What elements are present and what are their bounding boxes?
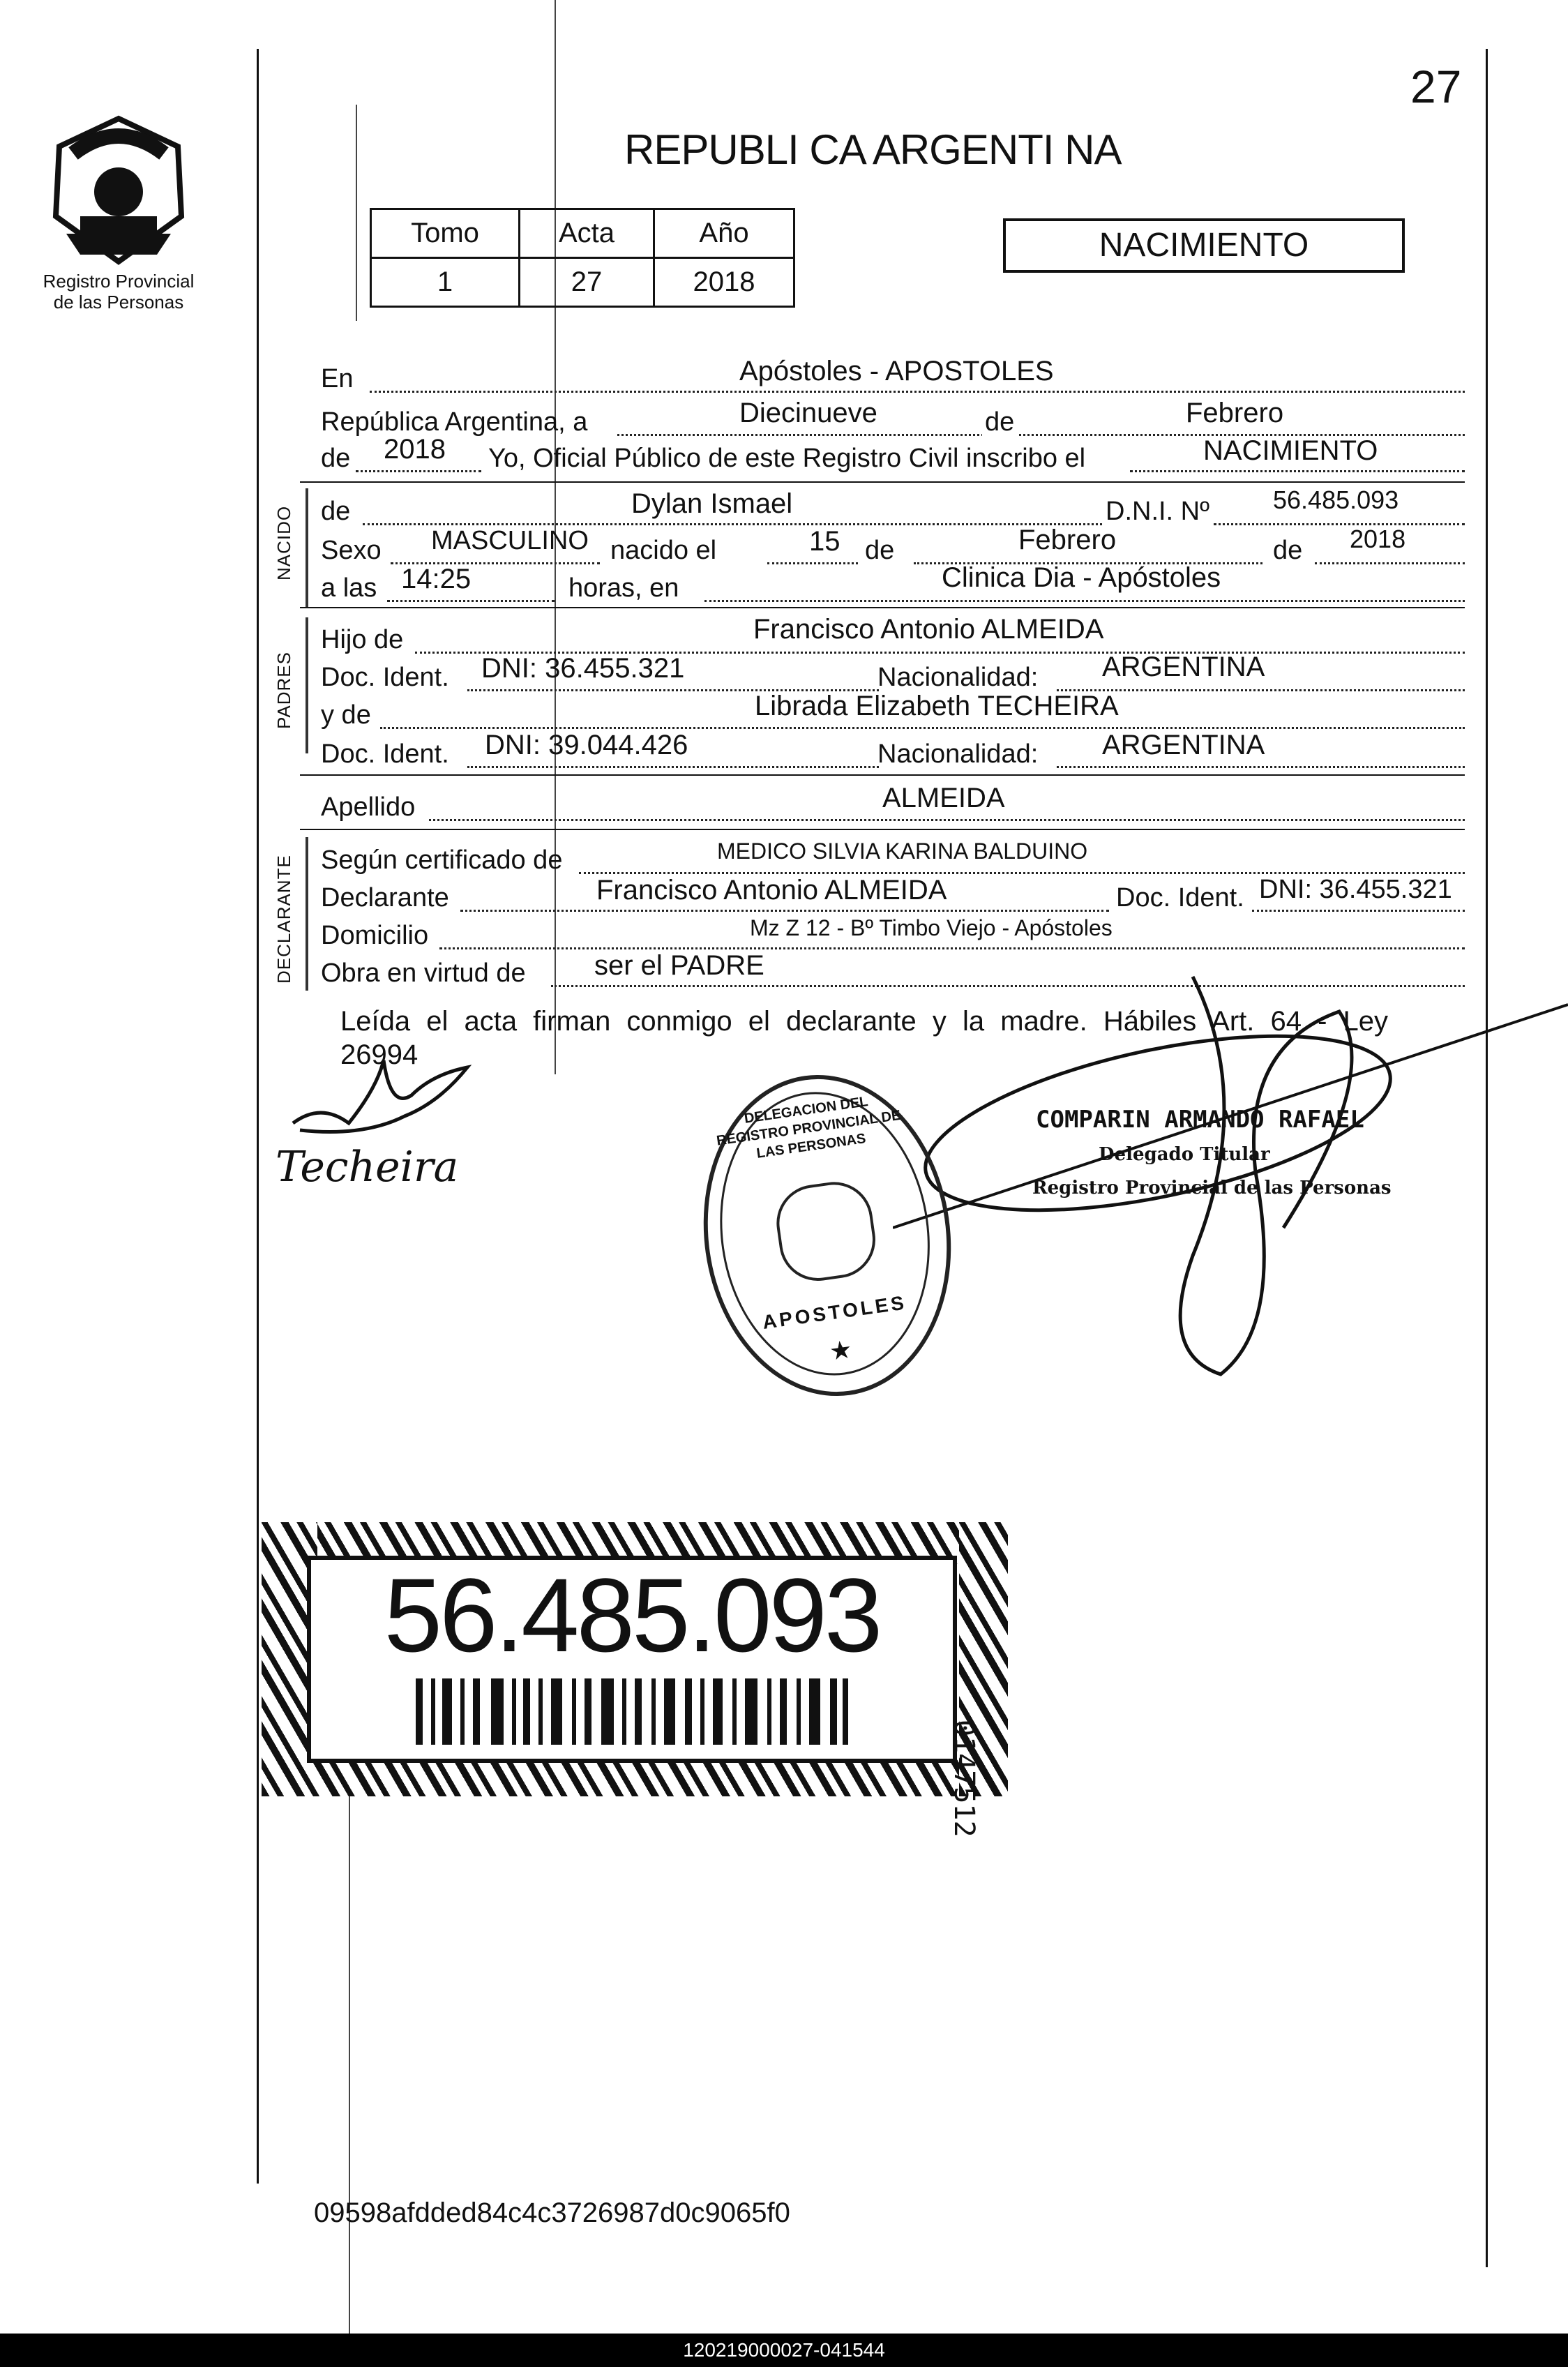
dom-dots — [439, 947, 1465, 949]
logo-caption-2: de las Personas — [53, 292, 184, 313]
mother-doc-value: DNI: 39.044.426 — [485, 730, 688, 760]
acta-header: Acta — [520, 209, 654, 258]
ano-header: Año — [654, 209, 794, 258]
yo-text: Yo, Oficial Público de este Registro Civil inscribo el — [488, 444, 1086, 473]
nacido-section-label: NACIDO — [273, 505, 294, 580]
seal-star-icon: ★ — [827, 1334, 854, 1366]
sexo-label: Sexo — [321, 536, 382, 565]
fold-line-lower — [349, 1786, 350, 2358]
nacido-de2-label: de — [865, 536, 895, 565]
en-dots — [370, 391, 1465, 393]
declarant-signature — [279, 1046, 502, 1144]
footer-code: 120219000027-041544 — [683, 2339, 885, 2361]
padres-section-label: PADRES — [273, 652, 294, 729]
yde-label: y de — [321, 700, 371, 730]
decl-label: Declarante — [321, 883, 449, 912]
act-type-box — [1003, 218, 1405, 273]
logo-caption-1: Registro Provincial — [43, 271, 195, 292]
birth-year-value: 2018 — [1350, 525, 1406, 553]
barcode-label — [307, 1556, 957, 1763]
cert-dots — [579, 872, 1465, 874]
birth-place-dots — [704, 600, 1465, 602]
mother-nat-value: ARGENTINA — [1102, 730, 1265, 760]
birth-day-value: 15 — [809, 526, 840, 557]
decl-value: Francisco Antonio ALMEIDA — [596, 875, 947, 906]
seal-city: APOSTOLES — [761, 1291, 908, 1333]
fold-mark — [356, 105, 357, 321]
tomo-value: 1 — [371, 258, 520, 307]
month-value: Febrero — [1186, 398, 1284, 428]
nacido-de-label: de — [321, 497, 351, 526]
mother-dots — [380, 727, 1465, 729]
father-nat-value: ARGENTINA — [1102, 652, 1265, 682]
decl-doc-dots — [1252, 910, 1465, 912]
day-words-value: Diecinueve — [739, 398, 877, 428]
divider-4 — [300, 829, 1465, 830]
left-margin-line — [257, 49, 259, 2184]
republica-label: República Argentina, a — [321, 407, 588, 437]
en-label: En — [321, 364, 354, 393]
closing-line-2: 26994 — [340, 1039, 419, 1070]
hijo-label: Hijo de — [321, 625, 404, 654]
doc-title: REPUBLI CA ARGENTI NA — [624, 126, 1122, 173]
barcode-side-code: 0147512 — [948, 1720, 980, 1838]
nacido-el-label: nacido el — [610, 536, 717, 565]
sexo-value: MASCULINO — [431, 526, 589, 555]
tomo-acta-ano-table — [370, 208, 795, 308]
barcode-number: 56.485.093 — [384, 1556, 880, 1674]
dni-value: 56.485.093 — [1273, 486, 1399, 514]
acta-value: 27 — [520, 258, 654, 307]
seal-ring-text: DELEGACION DEL REGISTRO PROVINCIAL DE LAS PERSONAS — [715, 1094, 902, 1162]
obra-value: ser el PADRE — [594, 950, 764, 981]
page-number: 27 — [1410, 61, 1462, 112]
birth-year-dots — [1315, 562, 1465, 564]
day-dots — [767, 562, 858, 564]
mother-name-value: Librada Elizabeth TECHEIRA — [755, 691, 1119, 721]
dom-label: Domicilio — [321, 921, 429, 950]
declarante-section-label: DECLARANTE — [273, 855, 294, 984]
cert-label: Según certificado de — [321, 846, 563, 875]
footer-bar — [0, 2334, 1568, 2367]
mother-signature: Techeira — [276, 1143, 459, 1192]
place-value: Apóstoles - APOSTOLES — [739, 356, 1054, 386]
registry-logo — [38, 112, 199, 272]
closing-line-1: Leída el acta firman conmigo el declarante y la madre. Hábiles Art. 64 - Ley — [340, 1006, 1389, 1037]
apellido-dots — [429, 819, 1465, 821]
child-name-value: Dylan Ismael — [631, 488, 793, 519]
mother-doc-label: Doc. Ident. — [321, 739, 449, 769]
time-dots — [387, 600, 555, 602]
act-type-label: NACIMIENTO — [1099, 227, 1309, 264]
mother-doc-dots — [467, 766, 879, 768]
divider-3 — [300, 774, 1465, 776]
intro-de2-label: de — [321, 444, 351, 473]
father-doc-label: Doc. Ident. — [321, 663, 449, 692]
declarante-bracket — [306, 837, 308, 991]
father-doc-value: DNI: 36.455.321 — [481, 653, 685, 684]
year-value: 2018 — [384, 434, 446, 465]
birth-place-value: Clinica Dia - Apóstoles — [942, 562, 1221, 593]
time-value: 14:25 — [401, 564, 472, 594]
nacido-de3-label: de — [1273, 536, 1303, 565]
dni-label: D.N.I. Nº — [1106, 497, 1209, 526]
father-name-value: Francisco Antonio ALMEIDA — [753, 614, 1104, 645]
mother-nat-dots — [1057, 766, 1465, 768]
act-type-dots — [1130, 470, 1465, 472]
decl-doc-label: Doc. Ident. — [1116, 883, 1244, 912]
dni-dots — [1214, 523, 1465, 525]
barcode-bars — [416, 1678, 848, 1745]
document-hash: 09598afdded84c4c3726987d0c9065f0 — [314, 2197, 790, 2228]
domicilio-value: Mz Z 12 - Bº Timbo Viejo - Apóstoles — [750, 915, 1113, 940]
padres-bracket — [306, 617, 308, 753]
name-dots — [363, 523, 1102, 525]
official-stamp-line-3: Registro Provincial de las Personas — [1032, 1178, 1392, 1198]
cert-value: MEDICO SILVIA KARINA BALDUINO — [717, 839, 1088, 864]
apellido-value: ALMEIDA — [882, 783, 1005, 813]
official-scribble — [893, 963, 1568, 1381]
ano-value: 2018 — [654, 258, 794, 307]
tomo-header: Tomo — [371, 209, 520, 258]
act-type-value: NACIMIENTO — [1203, 435, 1378, 466]
horas-label: horas, en — [568, 573, 679, 603]
official-stamp-line-1: COMPARIN ARMANDO RAFAEL — [1036, 1106, 1364, 1134]
year-dots — [356, 470, 481, 472]
birth-month-value: Febrero — [1018, 525, 1117, 555]
divider-1 — [300, 481, 1465, 483]
decl-dots — [460, 910, 1109, 912]
divider-2 — [300, 607, 1465, 608]
official-stamp-line-2: Delegado Titular — [1099, 1144, 1270, 1165]
alas-label: a las — [321, 573, 377, 603]
apellido-label: Apellido — [321, 792, 416, 822]
decl-doc-value: DNI: 36.455.321 — [1259, 875, 1452, 904]
father-nat-label: Nacionalidad: — [877, 663, 1039, 692]
mother-nat-label: Nacionalidad: — [877, 739, 1039, 769]
nacido-bracket — [306, 488, 308, 607]
obra-label: Obra en virtud de — [321, 959, 526, 988]
intro-de-label: de — [982, 407, 1017, 437]
